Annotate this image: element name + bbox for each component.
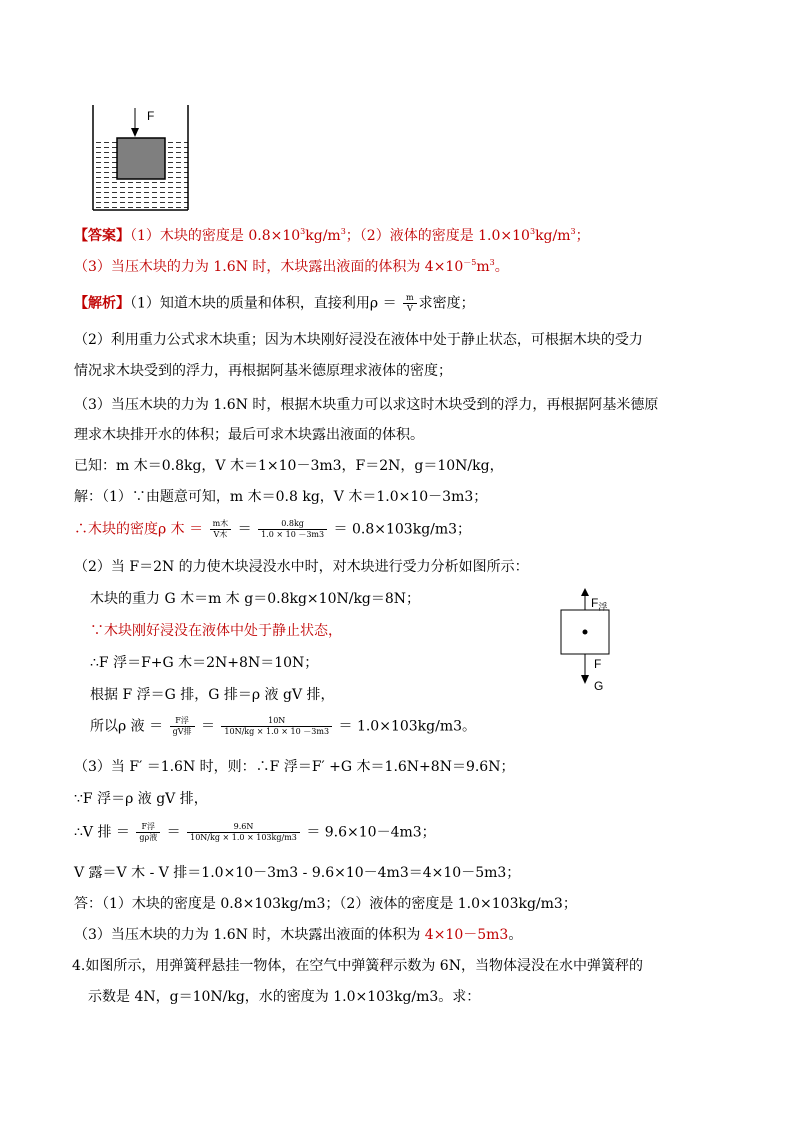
solution-line-1: 解：（1）∵由题意可知，m 木＝0.8 kg，V 木＝1.0×10－3m3；: [74, 489, 488, 505]
buoyancy-label: $F_浮$: [591, 596, 608, 612]
question-4-line-1: 4.如图所示，用弹簧秤悬挂一物体，在空气中弹簧秤示数为 6N，当物体浸没在水中弹簧秤的: [72, 958, 643, 974]
gravity-label: G: [594, 679, 604, 693]
solution-line-12: V 露＝V 木 - V 排＝1.0×10－3m3 - 9.6×10－4m3＝4×10－5m3；: [74, 865, 521, 881]
container-figure: [88, 100, 198, 215]
analysis-line-4: （3）当压木块的力为 1.6N 时，根据木块重力可以求这时木块受到的浮力，再根据阿基米德原: [74, 397, 659, 413]
answer-line-1: 【答案】（1）木块的密度是 $0.8\times 10^3kg/m^3$；（2）液体的密度是 $1.0\times 10^3kg/m^3$；: [74, 227, 590, 244]
density-formula: $\frac{m}{V}$: [403, 293, 417, 314]
solution-line-14: （3）当压木块的力为 1.6N 时，木块露出液面的体积为 4×10－5m3。: [74, 927, 523, 943]
analysis-line-3: 情况求木块受到的浮力，再根据阿基米德原理求液体的密度；: [74, 363, 452, 379]
answer-line-2: （3）当压木块的力为 1.6N 时，木块露出液面的体积为 $4\times 10^{-5}m^3$。: [74, 258, 509, 275]
press-force-label: F: [594, 657, 602, 671]
known-line: 已知：m 木＝0.8kg，V 木＝1×10－3m3，F＝2N，g＝10N/kg，: [74, 458, 504, 474]
answer-tag: 【答案】: [74, 228, 130, 244]
solution-line-2: ∴木块的密度ρ 木 ＝ $\frac{\text{m木}}{\text{V木}}$ ＝ $\frac{0.8kg}{1.0 \times 10 -3m3}$ ＝ 0.8×103kg/m3；: [74, 519, 472, 539]
analysis-line-5: 理求木块排开水的体积；最后可求木块露出液面的体积。: [74, 427, 424, 443]
solution-line-5: ∵木块刚好浸没在液体中处于静止状态，: [90, 623, 342, 639]
wood-block: [117, 138, 165, 179]
solution-line-10: ∵F 浮＝ρ 液 gV 排，: [74, 791, 208, 807]
analysis-tag: 【解析】: [74, 295, 130, 312]
solution-line-9: （3）当 F′ ＝1.6N 时，则：∴F 浮＝F′ +G 木＝1.6N+8N＝9.6N；: [74, 759, 515, 775]
solution-line-13: 答：（1）木块的密度是 0.8×103kg/m3；（2）液体的密度是 1.0×103kg/m3；: [74, 896, 577, 912]
analysis-line-1: 【解析】（1）知道木块的质量和体积，直接利用ρ ＝ $\frac{m}{V}$ 求密度；: [74, 293, 475, 313]
question-4-line-2: 示数是 4N，g＝10N/kg，水的密度为 1.0×103kg/m3。求：: [88, 989, 481, 1005]
analysis-line-2: （2）利用重力公式求木块重；因为木块刚好浸没在液体中处于静止状态，可根据木块的受力: [74, 332, 643, 348]
solution-line-4: 木块的重力 G 木＝m 木 g＝0.8kg×10N/kg＝8N；: [90, 591, 421, 607]
solution-line-11: ∴V 排 ＝ $\frac{\text{F浮}}{\text{gρ液}}$ ＝ $\frac{9.6N}{10N/kg \times 1.0 \times 103kg/m3}$ ＝ 9.6×10－4m3；: [74, 822, 436, 842]
solution-line-7: 根据 F 浮＝G 排，G 排＝ρ 液 gV 排，: [90, 687, 335, 703]
solution-line-3: （2）当 F＝2N 的力使木块浸没水中时，对木块进行受力分析如图所示：: [74, 559, 529, 575]
solution-line-6: ∴F 浮＝F+G 木＝2N+8N＝10N；: [90, 655, 319, 671]
force-label: F: [147, 109, 155, 123]
solution-line-8: 所以ρ 液 ＝ $\frac{\text{F浮}}{\text{gV排}}$ ＝ $\frac{10N}{10N/kg \times 1.0 \times 10 -3m3}$ ＝ 1.0×103kg/m3。: [90, 716, 477, 736]
